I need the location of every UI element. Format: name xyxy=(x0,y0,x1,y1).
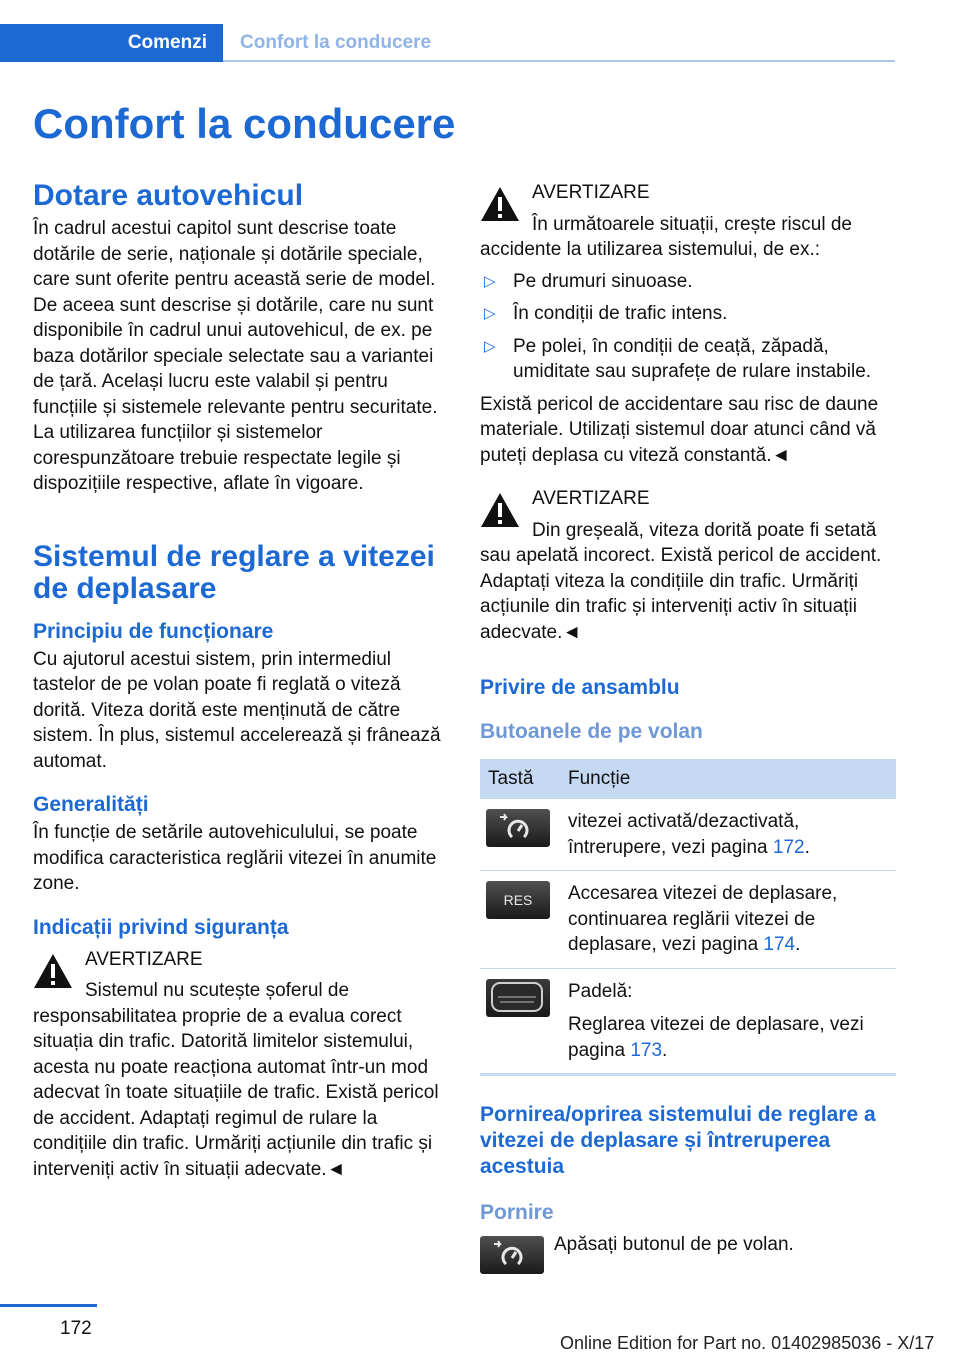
warning-text: În următoarele situații, crește riscul de accidente la utilizarea sistemului, de ex.: xyxy=(480,213,852,260)
table-row: vitezei activată/dezactivată, întrerupere, vezi pagina 172. xyxy=(480,799,896,871)
right-column xyxy=(480,180,896,1274)
heading-indicatii: Indicații privind siguranța xyxy=(33,915,289,939)
triangle-bullet-icon: ▷ xyxy=(484,337,496,355)
warning-triangle-icon xyxy=(33,953,73,989)
heading-sistem: Sistemul de reglare a vitezei de deplasare xyxy=(33,539,435,605)
list-item: ▷ Pe drumuri sinuoase. xyxy=(480,269,896,295)
warning-text: Din greșeală, viteza dorită poate fi setată sau apelată incorect. Există pericol de accident. Adaptați viteza la condițiile din trafic. Urmăriți acțiunile din trafic și interveniți activ în situații adecvate.◄ xyxy=(480,519,882,643)
paragraph-generalitati: În funcție de setările autovehiculului, se poate modifica caracteristica reglării vitezei în anumite zone. xyxy=(33,822,437,894)
paragraph-dotare: În cadrul acestui capitol sunt descrise toate dotările de serie, naționale și dotările speciale, care sunt oferite pentru această serie de model. De aceea sunt descrise și dotările, care nu sunt disponibile în cadrul unui autovehicul, de ex. pe baza dotărilor speciale selectate sau a variantei de țară. Același lucru este valabil și pentru funcțiile și sistemele relevante pentru securitate. La utilizarea funcțiilor și sistemelor corespunzătoare trebuie respectate legile și dispozițiile respective, aflate în vigoare. xyxy=(33,218,438,494)
res-button-icon: RES xyxy=(486,881,550,919)
warning-box-3 xyxy=(480,486,896,645)
chapter-tab[interactable]: Comenzi xyxy=(0,24,223,62)
header-rule xyxy=(223,60,895,62)
page-link[interactable]: 172 xyxy=(772,836,805,858)
paragraph-pornire: Apăsați butonul de pe volan. xyxy=(554,1234,794,1255)
triangle-bullet-icon: ▷ xyxy=(484,272,496,290)
list-item: ▷ În condiții de trafic intens. xyxy=(480,301,896,327)
section-breadcrumb[interactable]: Confort la conducere xyxy=(240,32,432,53)
heading-privire: Privire de ansamblu xyxy=(480,676,680,699)
warning-title: AVERTIZARE xyxy=(532,488,650,509)
column-header-function: Funcție xyxy=(560,759,896,799)
paragraph-principiu: Cu ajutorul acestui sistem, prin intermediul tastelor de pe volan poate fi reglată o viteză dorită. Viteza dorită este menținută de către sistem. În plus, sistemul accelerează și frânează automat. xyxy=(33,648,441,772)
footer-rule xyxy=(0,1304,97,1307)
heading-dotare: Dotare autovehicul xyxy=(33,179,304,212)
heading-pornirea: Pornirea/oprirea sistemului de reglare a vitezei de deplasare și întreruperea acestuia xyxy=(480,1103,876,1178)
heading-butoane: Butoanele de pe volan xyxy=(480,720,703,743)
start-instruction xyxy=(480,1232,896,1258)
paragraph-pericol: Există pericol de accidentare sau risc de daune materiale. Utilizați sistemul doar atunci când vă puteți deplasa cu viteză constantă.◄ xyxy=(480,393,879,466)
warning-triangle-icon xyxy=(480,492,520,528)
cruise-control-icon xyxy=(486,809,550,847)
left-column xyxy=(33,180,443,1182)
warning-text: Sistemul nu scutește șoferul de responsabilitatea proprie de a evalua corect situația din trafic. Datorită limitelor sistemului, acesta nu poate reacționa automat într-un mod adecvat în toate situațiile de trafic. Există pericol de accident. Adaptați regimul de rulare la condițiile din trafic. Urmăriți acțiunile din trafic și interveniți activ în situații adecvate.◄ xyxy=(33,980,439,1180)
warning-box-1 xyxy=(33,947,443,1183)
column-header-key: Tastă xyxy=(480,759,560,799)
page-title: Confort la conducere xyxy=(33,100,456,147)
rocker-paddle-icon xyxy=(486,979,550,1017)
warning-title: AVERTIZARE xyxy=(85,948,203,970)
page-number: 172 xyxy=(60,1318,92,1339)
risk-list xyxy=(480,269,896,385)
steering-buttons-table xyxy=(480,759,896,1076)
table-row: Padelă: Reglarea vitezei de deplasare, vezi pagina 173. xyxy=(480,968,896,1075)
warning-title: AVERTIZARE xyxy=(532,182,650,203)
warning-box-2 xyxy=(480,180,896,263)
table-header-row xyxy=(480,759,896,799)
warning-triangle-icon xyxy=(480,186,520,222)
heading-generalitati: Generalități xyxy=(33,793,149,816)
page-link[interactable]: 173 xyxy=(630,1039,663,1061)
triangle-bullet-icon: ▷ xyxy=(484,305,496,322)
edition-note: Online Edition for Part no. 01402985036 - X/17 xyxy=(560,1333,935,1353)
cruise-control-icon xyxy=(480,1236,544,1274)
page-header xyxy=(0,24,960,62)
list-item: ▷ Pe polei, în condiții de ceață, zăpadă, umiditate sau suprafețe de rulare instabile. xyxy=(484,335,872,382)
heading-pornire: Pornire xyxy=(480,1201,554,1224)
heading-principiu: Principiu de funcționare xyxy=(33,619,274,643)
table-row: RES Accesarea vitezei de deplasare, continuarea reglării vitezei de deplasare, vezi pagina 174. xyxy=(480,871,896,969)
page-link[interactable]: 174 xyxy=(763,934,796,955)
paddle-title: Padelă: xyxy=(568,980,633,1002)
